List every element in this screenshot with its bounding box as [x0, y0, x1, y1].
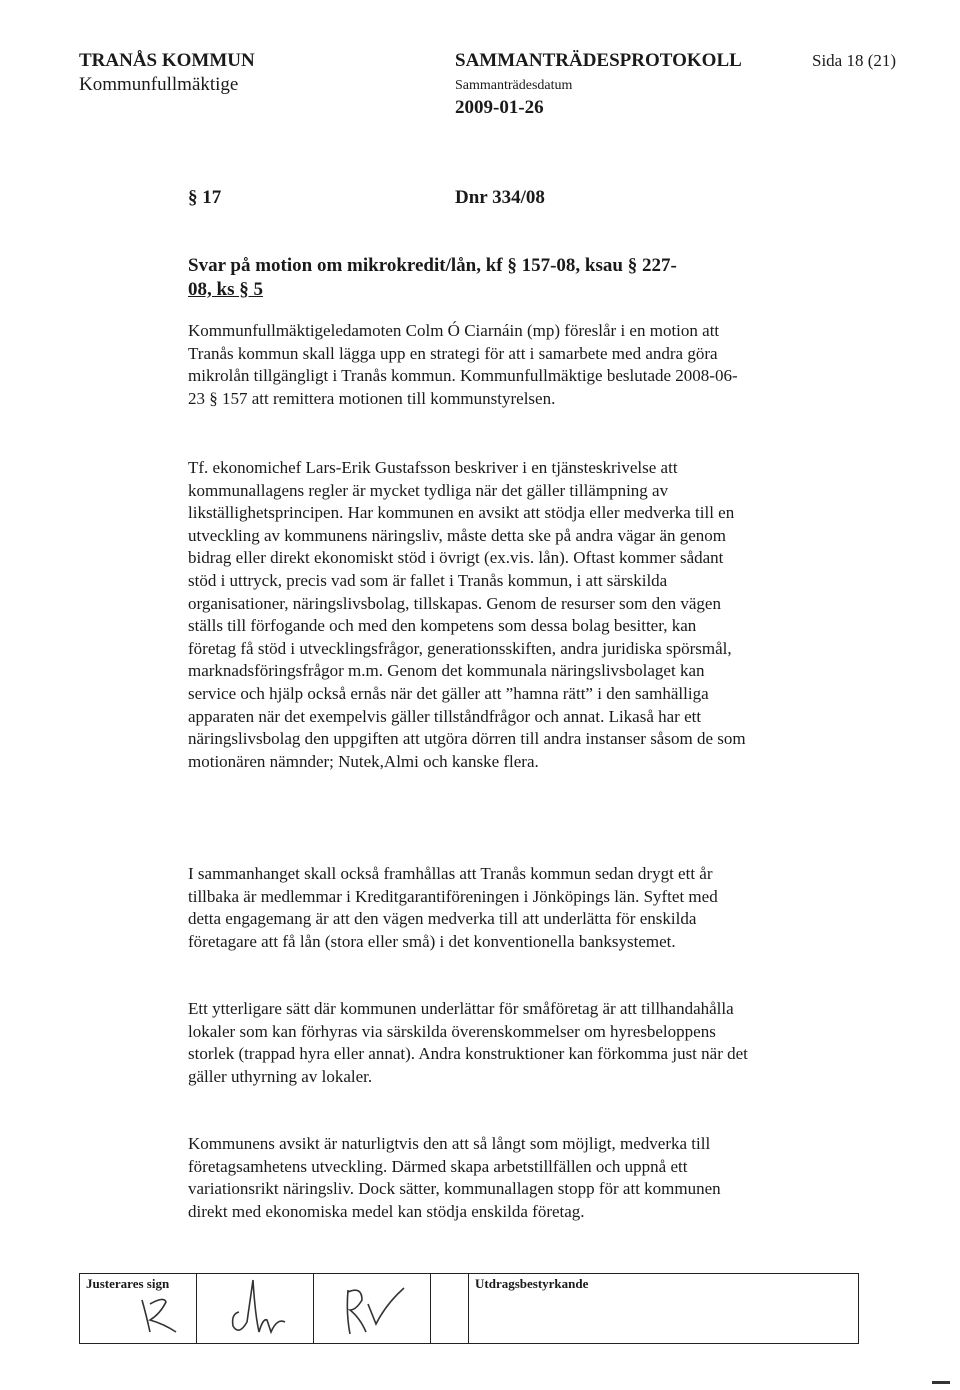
date-label: Sammanträdesdatum [455, 78, 573, 93]
paragraph-text: Ett ytterligare sätt där kommunen underlättar för småföretag är att tillhandahålla lokaler som kan förhyras via särskilda överenskommelser om hyresbeloppens storlek (trappad hyra eller annat). Andra konstruktioner kan förkomma just när det gäller uthyrning av lokaler. [188, 999, 748, 1086]
signature-box [79, 1273, 859, 1344]
paragraph-text: Kommunfullmäktigeledamoten Colm Ó Ciarnáin (mp) föreslår i en motion att Tranås kommun skall lägga upp en strategi för att i samarbete med andra göra mikrolån tillgängligt i Tranås kommun. Kommunfullmäktige beslutade 2008-06-23 § 157 att remittera motionen till kommunstyrelsen. [188, 321, 738, 408]
paragraph-text: Tf. ekonomichef Lars-Erik Gustafsson beskriver i en tjänsteskrivelse att kommunallagens regler är mycket tydliga när det gäller tillämpning av likställighetsprincipen. Har kommunen en avsikt att stödja eller medverka till en utveckling av kommunens näringsliv, måste detta ske på andra vägar än genom bidrag eller direkt ekonomiskt stöd i övrigt (ex.vis. lån). Oftast kommer sådant stöd i uttryck, precis vad som är fallet i Tranås kommun, i att särskilda organisationer, näringslivsbolag, tillskapas. Genom de resurser som den vägen ställs till förfogande och med den kompetens som dessa bolag besitter, kan företag få stöd i utvecklingsfrågor, generationsskiften, andra juridiska spörsmål, marknadsföringsfrågor m.m. Genom det kommunala näringslivsbolaget kan service och hjälp också ernås när det gäller att ”hamna rätt” i den samhälliga apparaten när det exempelvis gäller tillståndfrågor och annat. Likaså har ett näringslivsbolag den uppgiften att utgöra dörren till andra instanser såsom de som motionären nämnder; Nutek,Almi och kanske flera. [188, 458, 746, 771]
paragraph-1 [188, 320, 748, 410]
signature-cell-2 [197, 1274, 314, 1343]
paragraph-text: I sammanhanget skall också framhållas att Tranås kommun sedan drygt ett år tillbaka är medlemmar i Kreditgarantiföreningen i Jönköpings län. Syftet med detta engagemang är att den vägen medverka till att underlätta för enskilda företagare att få lån (stora eller små) i det konventionella banksystemet. [188, 864, 718, 951]
document-type: SAMMANTRÄDESPROTOKOLL [455, 50, 742, 71]
section-title-line-1: Svar på motion om mikrokredit/lån, kf § 157-08, ksau § 227- [188, 255, 677, 276]
paragraph-4 [188, 998, 748, 1088]
page-number: Sida 18 (21) [812, 51, 897, 70]
utdrag-label: Utdragsbestyrkande [475, 1276, 589, 1291]
scan-mark [932, 1381, 950, 1384]
diary-number: Dnr 334/08 [455, 187, 545, 208]
paragraph-3 [188, 863, 748, 953]
section-title [188, 254, 728, 302]
signature-2 [197, 1274, 314, 1345]
justerares-label: Justerares sign [86, 1276, 170, 1291]
signature-cell-3 [314, 1274, 431, 1343]
signature-3 [314, 1274, 431, 1345]
body-name: Kommunfullmäktige [79, 74, 239, 95]
municipality-name: TRANÅS KOMMUN [79, 50, 255, 71]
paragraph-number: § 17 [188, 187, 222, 208]
utdrag-cell [469, 1274, 860, 1343]
section-title-line-2: 08, ks § 5 [188, 279, 263, 300]
paragraph-2 [188, 457, 748, 773]
justerares-cell [80, 1274, 197, 1343]
paragraph-text: Kommunens avsikt är naturligtvis den att så långt som möjligt, medverka till företagsamhetens utveckling. Därmed skapa arbetstillfällen och uppnå ett variationsrikt näringsliv. Dock sätter, kommunallagen stopp för att kommunen direkt med ekonomiska medel kan stödja enskilda företag. [188, 1134, 721, 1221]
signature-cell-4 [431, 1274, 469, 1343]
paragraph-5 [188, 1133, 748, 1223]
meeting-date: 2009-01-26 [455, 97, 544, 118]
